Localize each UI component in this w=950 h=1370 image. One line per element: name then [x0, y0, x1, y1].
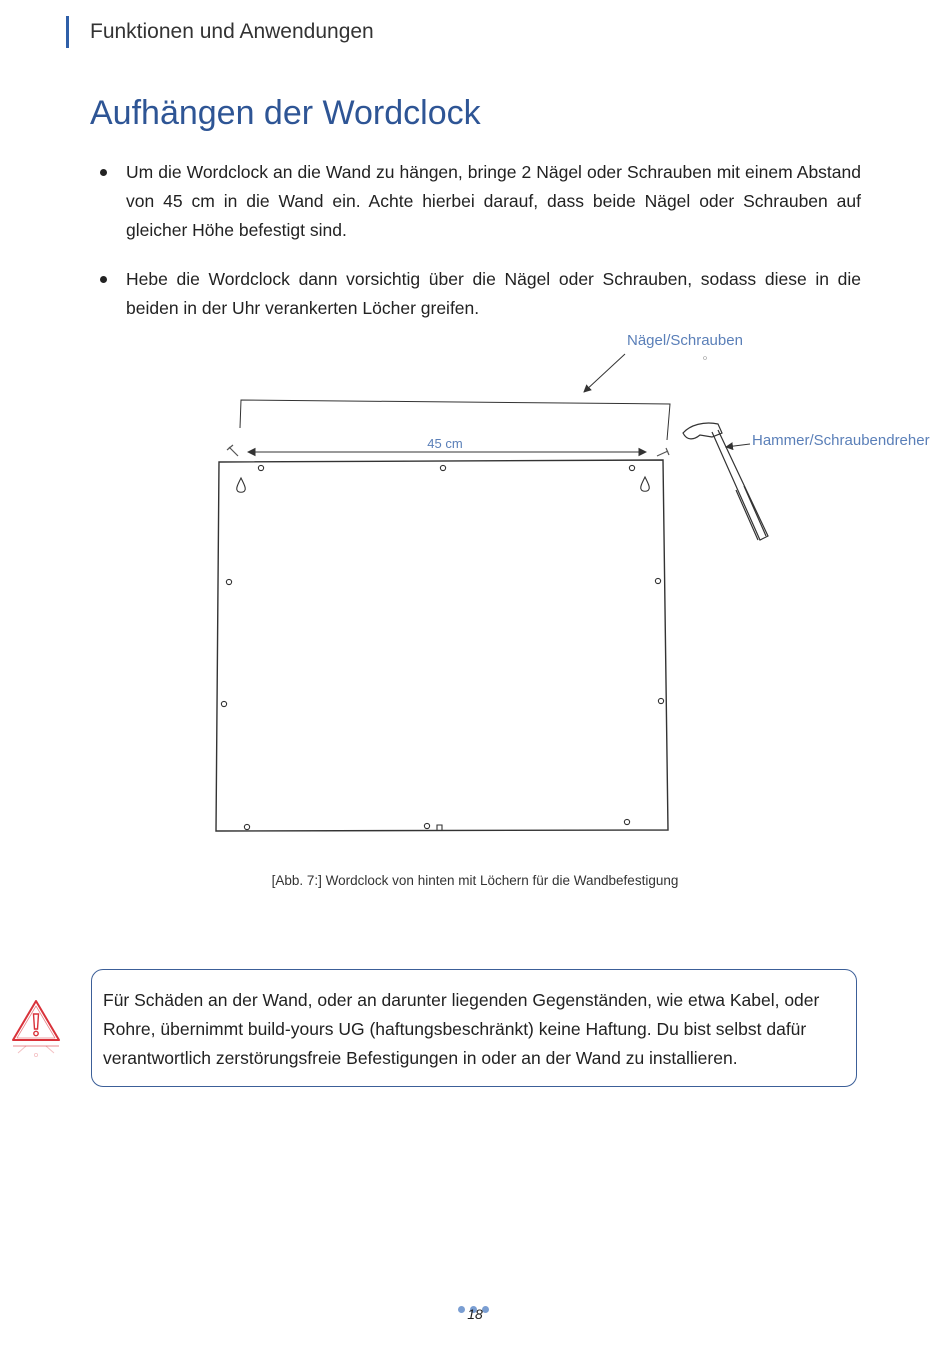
hole-marker [424, 823, 429, 828]
instruction-list [98, 158, 861, 343]
page-title: Aufhängen der Wordclock [90, 94, 481, 132]
hole-marker [658, 698, 663, 703]
warning-triangle-icon [10, 998, 62, 1064]
hole-marker [244, 824, 249, 829]
bullet-icon [100, 276, 107, 283]
hole-marker [221, 701, 226, 706]
page-number: 18 [467, 1306, 483, 1322]
hammer-label: Hammer/Schraubendreher [752, 432, 930, 449]
hole-marker [629, 465, 634, 470]
bullet-icon [100, 169, 107, 176]
hole-marker [258, 465, 263, 470]
nails-pointer [584, 354, 625, 392]
list-item [98, 265, 861, 323]
clock-back-panel [216, 460, 668, 831]
mounting-diagram [180, 326, 950, 846]
nail-right-icon [657, 448, 669, 456]
list-item-text: Um die Wordclock an die Wand zu hängen, bringe 2 Nägel oder Schrauben mit einem Abstand von 45 cm in die Wand ein. Achte hierbei darauf, dass beide Nägel oder Schrauben auf gleicher Höhe befestigt sind. [126, 162, 861, 240]
liability-notice-text: Für Schäden an der Wand, oder an darunter liegenden Gegenständen, wie etwa Kabel, oder Rohre, übernimmt build-yours UG (haftungsbeschränkt) keine Haftung. Du bist selbst dafür verantwortlich zerstörungsfreie Befestigungen in oder an der Wand zu installieren. [103, 990, 820, 1068]
nails-label: Nägel/Schrauben [627, 332, 743, 349]
list-item-text: Hebe die Wordclock dann vorsichtig über die Nägel oder Schrauben, sodass diese in die beiden in der Uhr verankerten Löcher greifen. [126, 269, 861, 318]
liability-notice [91, 969, 857, 1087]
figure-caption: [Abb. 7:] Wordclock von hinten mit Löchern für die Wandbefestigung [271, 873, 679, 888]
hammer-pointer [726, 444, 750, 447]
hole-marker [624, 819, 629, 824]
keyhole-right-icon [641, 477, 650, 491]
hole-marker [655, 578, 660, 583]
chapter-header: Funktionen und Anwendungen [90, 20, 374, 43]
hole-marker [440, 465, 445, 470]
distance-bracket [240, 400, 670, 440]
list-item [98, 158, 861, 245]
nail-left-icon [227, 445, 238, 456]
panel-holes [221, 465, 663, 829]
keyhole-left-icon [237, 478, 246, 492]
distance-label: 45 cm [427, 436, 463, 451]
hole-marker [226, 579, 231, 584]
header-accent-bar [66, 16, 69, 48]
